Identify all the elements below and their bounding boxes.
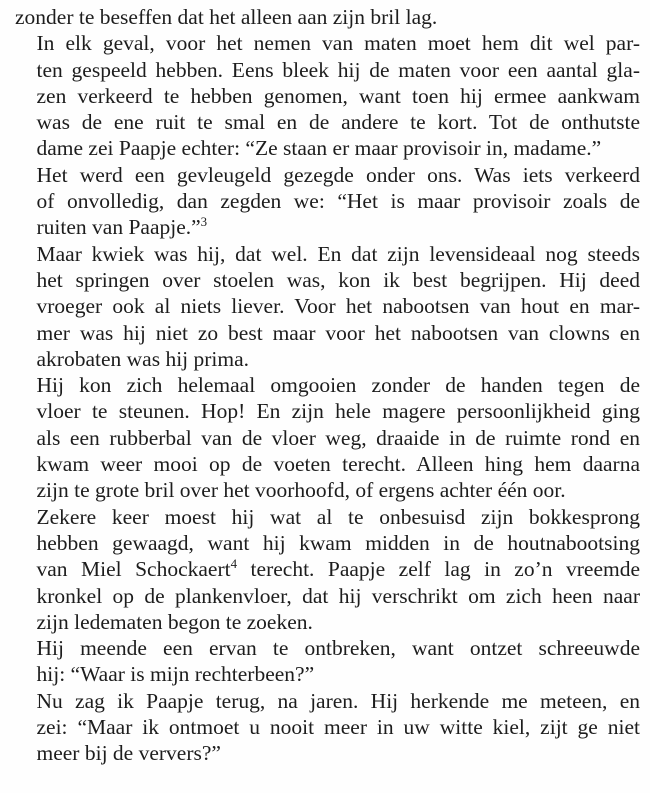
text-line: ten gespeeld hebben. Eens bleek hij de maten voor een aantal gla- [36,57,640,82]
text-fragment: van Miel Schockaert [36,557,231,582]
text-line: vroeger ook al niets liever. Voor het nabootsen van hout en mar- [36,294,640,319]
text-line: hebben gewaagd, want hij kwam midden in de houtnabootsing [36,530,640,555]
text-line: hij: “Waar is mijn rechterbeen?” [36,662,315,687]
text-line: Zekere keer moest hij wat al te onbesuisd zijn bokkesprong [36,504,640,529]
paragraph-6 [15,504,640,635]
text-line: zijn ledematen begon te zoeken. [36,609,313,634]
text-line: zijn te grote bril over het voorhoofd, of ergens achter één oor. [36,478,566,503]
paragraph-4 [15,241,640,372]
paragraph-7 [15,635,640,688]
text-line: kwam weer mooi op de voeten terecht. Alleen hing hem daarna [36,452,640,477]
text-line: zen verkeerd te hebben genomen, want toen hij ermee aankwam [36,83,640,108]
text-line: In elk geval, voor het nemen van maten moet hem dit wel par- [36,31,640,56]
text-fragment: ruiten van Paapje.” [36,215,201,240]
text-line: kronkel op de plankenvloer, dat hij verschrikt om zich heen naar [36,583,640,608]
text-line: Hij kon zich helemaal omgooien zonder de handen tegen de [36,373,640,398]
text-line: het springen over stoelen was, kon ik best begrijpen. Hij deed [36,267,640,292]
text-line: zei: “Maar ik ontmoet u nooit meer in uw witte kiel, zijt ge niet [36,715,640,740]
text-line: dame zei Paapje echter: “Ze staan er maar provisoir in, madame.” [36,136,602,161]
text-line: als een rubberbal van de vloer weg, draaide in de ruimte rond en [36,425,640,450]
paragraph-1 [15,4,640,30]
text-line: meer bij de ververs?” [36,741,221,766]
text-line: zonder te beseffen dat het alleen aan zijn bril lag. [15,5,438,29]
footnote-marker-4: 4 [230,557,238,572]
paragraph-3 [15,162,640,241]
text-line: akrobaten was hij prima. [36,346,250,371]
paragraph-8 [15,688,640,767]
text-line: vloer te steunen. Hop! En zijn hele magere persoonlijkheid ging [36,399,640,424]
paragraph-5 [15,372,640,503]
text-line-with-note [15,214,640,240]
text-fragment: terecht. Paapje zelf lag in zo’n vreemde [237,557,640,582]
paragraph-2 [15,30,640,161]
text-line: Hij meende een ervan te ontbreken, want ontzet schreeuwde [36,636,640,661]
footnote-marker-3: 3 [200,215,208,230]
text-line: Nu zag ik Paapje terug, na jaren. Hij herkende me meteen, en [36,688,640,713]
text-line: of onvolledig, dan zegden we: “Het is maar provisoir zoals de [36,189,640,214]
text-line: mer was hij niet zo best maar voor het nabootsen van clowns en [36,320,640,345]
text-line-with-note [15,556,640,582]
text-line: Het werd een gevleugeld gezegde onder ons. Was iets verkeerd [36,162,640,187]
text-line: Maar kwiek was hij, dat wel. En dat zijn levensideaal nog steeds [36,241,640,266]
text-line: was de ene ruit te smal en de andere te kort. Tot de onthutste [36,110,640,135]
